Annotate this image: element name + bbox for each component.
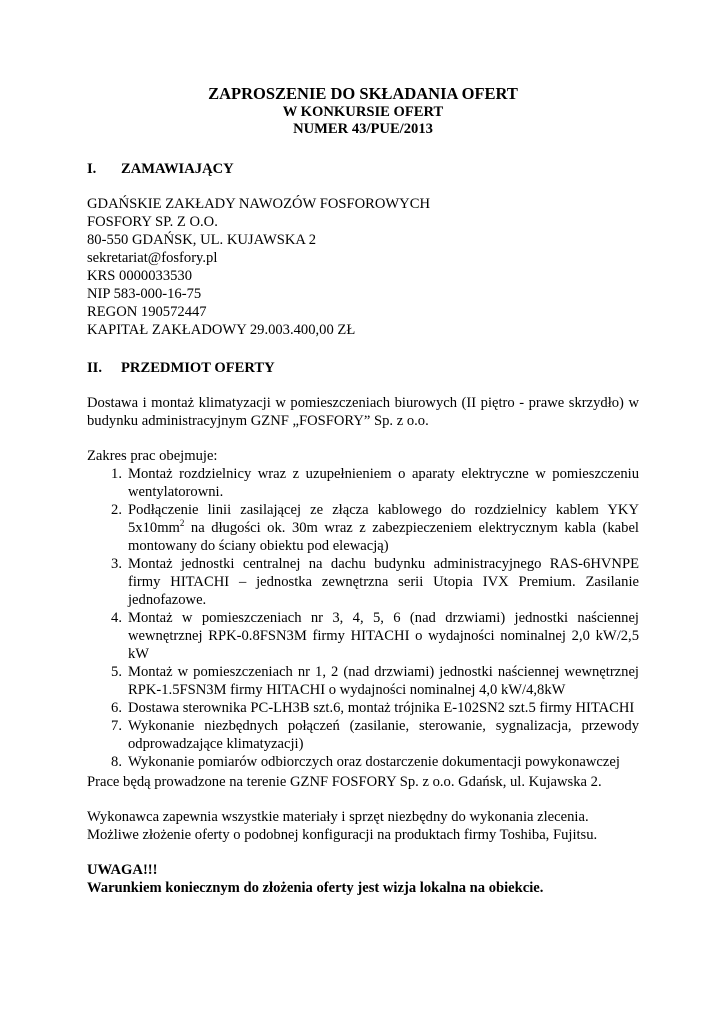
list-item: 5. Montaż w pomieszczeniach nr 1, 2 (nad drzwiami) jednostki naściennej wewnętrznej RPK-1.5FSN3M firmy HITACHI o wydajności nominalnej 4,0 kW/4,8kW xyxy=(111,664,639,698)
contractor-note: Wykonawca zapewnia wszystkie materiały i sprzęt niezbędny do wykonania zlecenia. xyxy=(87,809,589,825)
list-item: 1. Montaż rozdzielnicy wraz z uzupełnieniem o aparaty elektryczne w pomieszczeniu wentylatorowni. xyxy=(111,466,639,500)
section-heading-zamawiajacy xyxy=(87,160,639,178)
list-item: 4. Montaż w pomieszczeniach nr 3, 4, 5, 6 (nad drzwiami) jednostki naściennej wewnętrznej RPK-0.8FSN3M firmy HITACHI o wydajności nominalnej 2,0 kW/2,5 kW xyxy=(111,610,639,662)
list-item: 3. Montaż jednostki centralnej na dachu budynku administracyjnego RAS-6HVNPE firmy HITACHI – jednostka zewnętrzna serii Utopia IVX Premium. Zasilanie jednofazowe. xyxy=(111,556,639,608)
scope-of-work xyxy=(87,447,639,791)
contractor-notes xyxy=(87,808,639,844)
list-item: 7. Wykonanie niezbędnych połączeń (zasilanie, sterowanie, sygnalizacja, przewody odprowadzające klimatyzacji) xyxy=(111,718,639,752)
offer-intro xyxy=(87,394,639,430)
list-item: 8. Wykonanie pomiarów odbiorczych oraz dostarczenie dokumentacji powykonawczej xyxy=(111,754,620,770)
scope-list xyxy=(87,465,639,771)
orderer-details xyxy=(87,195,639,339)
orderer-email: sekretariat@fosfory.pl xyxy=(87,250,218,266)
section-number: I. xyxy=(87,161,97,177)
work-location: Prace będą prowadzone na terenie GZNF FOSFORY Sp. z o.o. Gdańsk, ul. Kujawska 2. xyxy=(87,774,602,790)
section-title: ZAMAWIAJĄCY xyxy=(121,161,234,177)
orderer-line: NIP 583-000-16-75 xyxy=(87,286,202,302)
section-heading-przedmiot xyxy=(87,359,639,377)
warning-block xyxy=(87,861,639,897)
scope-label: Zakres prac obejmuje: xyxy=(87,448,218,464)
contractor-note: Możliwe złożenie oferty o podobnej konfiguracji na produktach firmy Toshiba, Fujitsu. xyxy=(87,827,598,843)
orderer-line: 80-550 GDAŃSK, UL. KUJAWSKA 2 xyxy=(87,232,317,248)
document-subtitle-contest: W KONKURSIE OFERT xyxy=(282,104,444,120)
warning-label: UWAGA!!! xyxy=(87,862,158,878)
list-item: 2. Podłączenie linii zasilającej ze złącza kablowego do rozdzielnicy kablem YKY $5x10mm^2$ na długości ok. 30m wraz z zabezpieczeniem elektrycznym kabla (kabel montowany do ściany obiektu pod elewacją) xyxy=(111,502,639,554)
document-title: ZAPROSZENIE DO SKŁADANIA OFERT xyxy=(208,84,518,103)
warning-text: Warunkiem koniecznym do złożenia oferty jest wizja lokalna na obiekcie. xyxy=(87,880,544,896)
section-number: II. xyxy=(87,360,103,376)
offer-intro-text: Dostawa i montaż klimatyzacji w pomieszczeniach biurowych (II piętro - prawe skrzydło) w budynku administracyjnym GZNF „FOSFORY” Sp. z o.o. xyxy=(87,395,639,429)
document-subtitle-number: NUMER 43/PUE/2013 xyxy=(293,121,433,137)
orderer-line: KAPITAŁ ZAKŁADOWY 29.003.400,00 ZŁ xyxy=(87,322,356,338)
orderer-line: KRS 0000033530 xyxy=(87,268,193,284)
section-title: PRZEDMIOT OFERTY xyxy=(121,360,275,376)
list-item: 6. Dostawa sterownika PC-LH3B szt.6, montaż trójnika E-102SN2 szt.5 firmy HITACHI xyxy=(111,700,635,716)
orderer-line: REGON 190572447 xyxy=(87,304,207,320)
document-page xyxy=(87,84,639,897)
orderer-line: GDAŃSKIE ZAKŁADY NAWOZÓW FOSFOROWYCH xyxy=(87,196,430,212)
orderer-line: FOSFORY SP. Z O.O. xyxy=(87,214,218,230)
